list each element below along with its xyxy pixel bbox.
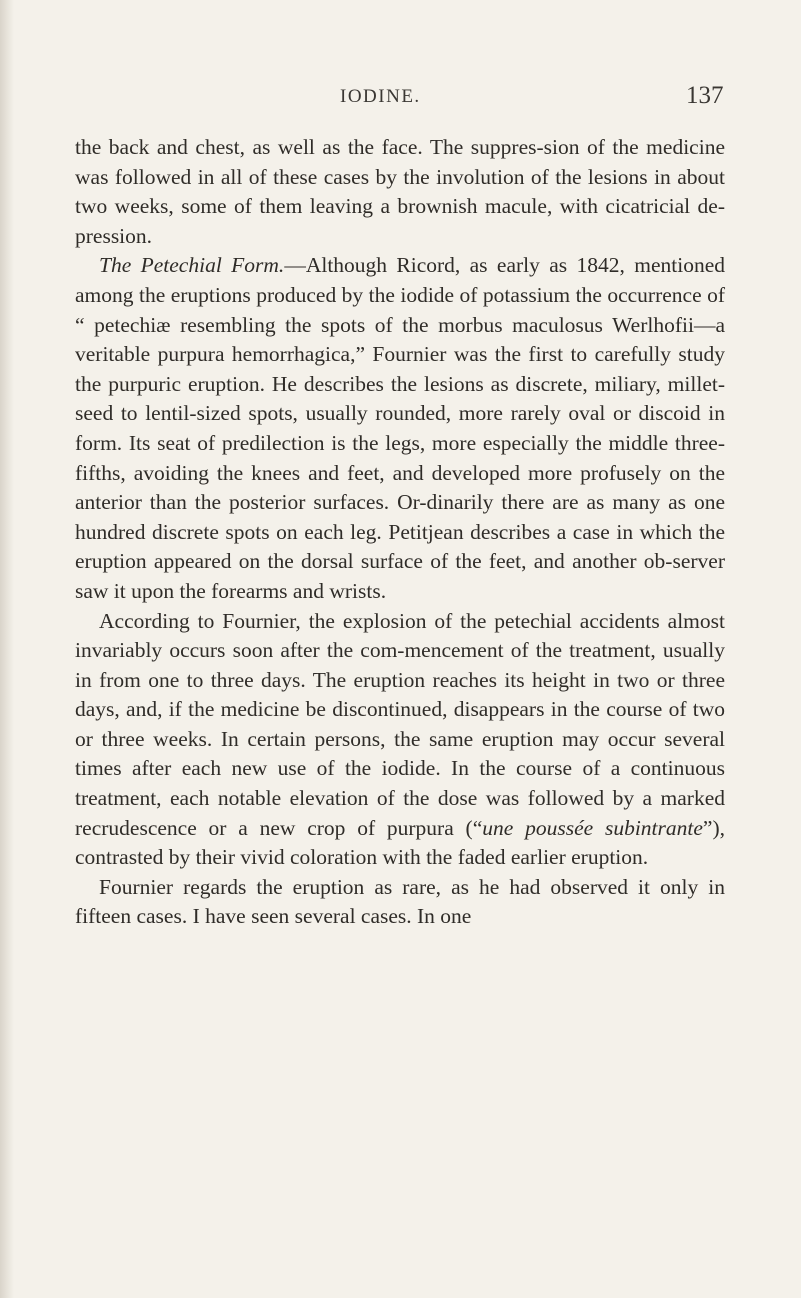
paragraph-3 bbox=[75, 607, 725, 873]
section-heading-petechial-form: The Petechial Form. bbox=[99, 253, 285, 278]
paragraph-1 bbox=[75, 133, 725, 251]
paragraph-4 bbox=[75, 873, 725, 932]
paragraph-4-text: Fournier regards the eruption as rare, as he had observed it only in fifteen cases. I have seen several cases. In one bbox=[75, 874, 725, 929]
page-edge-shadow bbox=[0, 0, 14, 1298]
paragraph-2 bbox=[75, 251, 725, 606]
body-text bbox=[75, 133, 725, 932]
page-number: 137 bbox=[686, 82, 724, 109]
paragraph-2-text: —Although Ricord, as early as 1842, mentioned among the eruptions produced by the iodide of potassium the occurrence of “ petechiæ resembling the spots of the morbus maculosus Werlhofii—a veritable purpura hemorrhagica,” Fournier was the first to carefully study the purpuric eruption. He describes the lesions as discrete, miliary, millet-seed to lentil-sized spots, usually rounded, more rarely oval or discoid in form. Its seat of predilection is the legs, more especially the middle three-fifths, avoiding the knees and feet, and developed more profusely on the anterior than the posterior surfaces. Or-dinarily there are as many as one hundred discrete spots on each leg. Petitjean describes a case in which the eruption appeared on the dorsal surface of the feet, and another ob-server saw it upon the forearms and wrists. bbox=[75, 253, 725, 603]
paragraph-3-italic-phrase: une poussée subintrante bbox=[482, 815, 703, 840]
paragraph-3-text-b: ”), contrasted by their vivid coloration with the faded earlier eruption. bbox=[75, 815, 725, 870]
paragraph-1-text: the back and chest, as well as the face. The suppres-sion of the medicine was followed in all of these cases by the involution of the lesions in about two weeks, some of them leaving a brownish macule, with cicatricial de-pression. bbox=[75, 135, 725, 248]
paragraph-3-text-a: According to Fournier, the explosion of the petechial accidents almost invariably occurs soon after the com-mencement of the treatment, usually in from one to three days. The eruption reaches its height in two or three days, and, if the medicine be discontinued, disappears in the course of two or three weeks. In certain persons, the same eruption may occur several times after each new use of the iodide. In the course of a continuous treatment, each notable elevation of the dose was followed by a marked recrudescence or a new crop of purpura (“ bbox=[75, 608, 725, 840]
running-head bbox=[0, 82, 801, 116]
running-head-title: IODINE. bbox=[340, 86, 421, 107]
